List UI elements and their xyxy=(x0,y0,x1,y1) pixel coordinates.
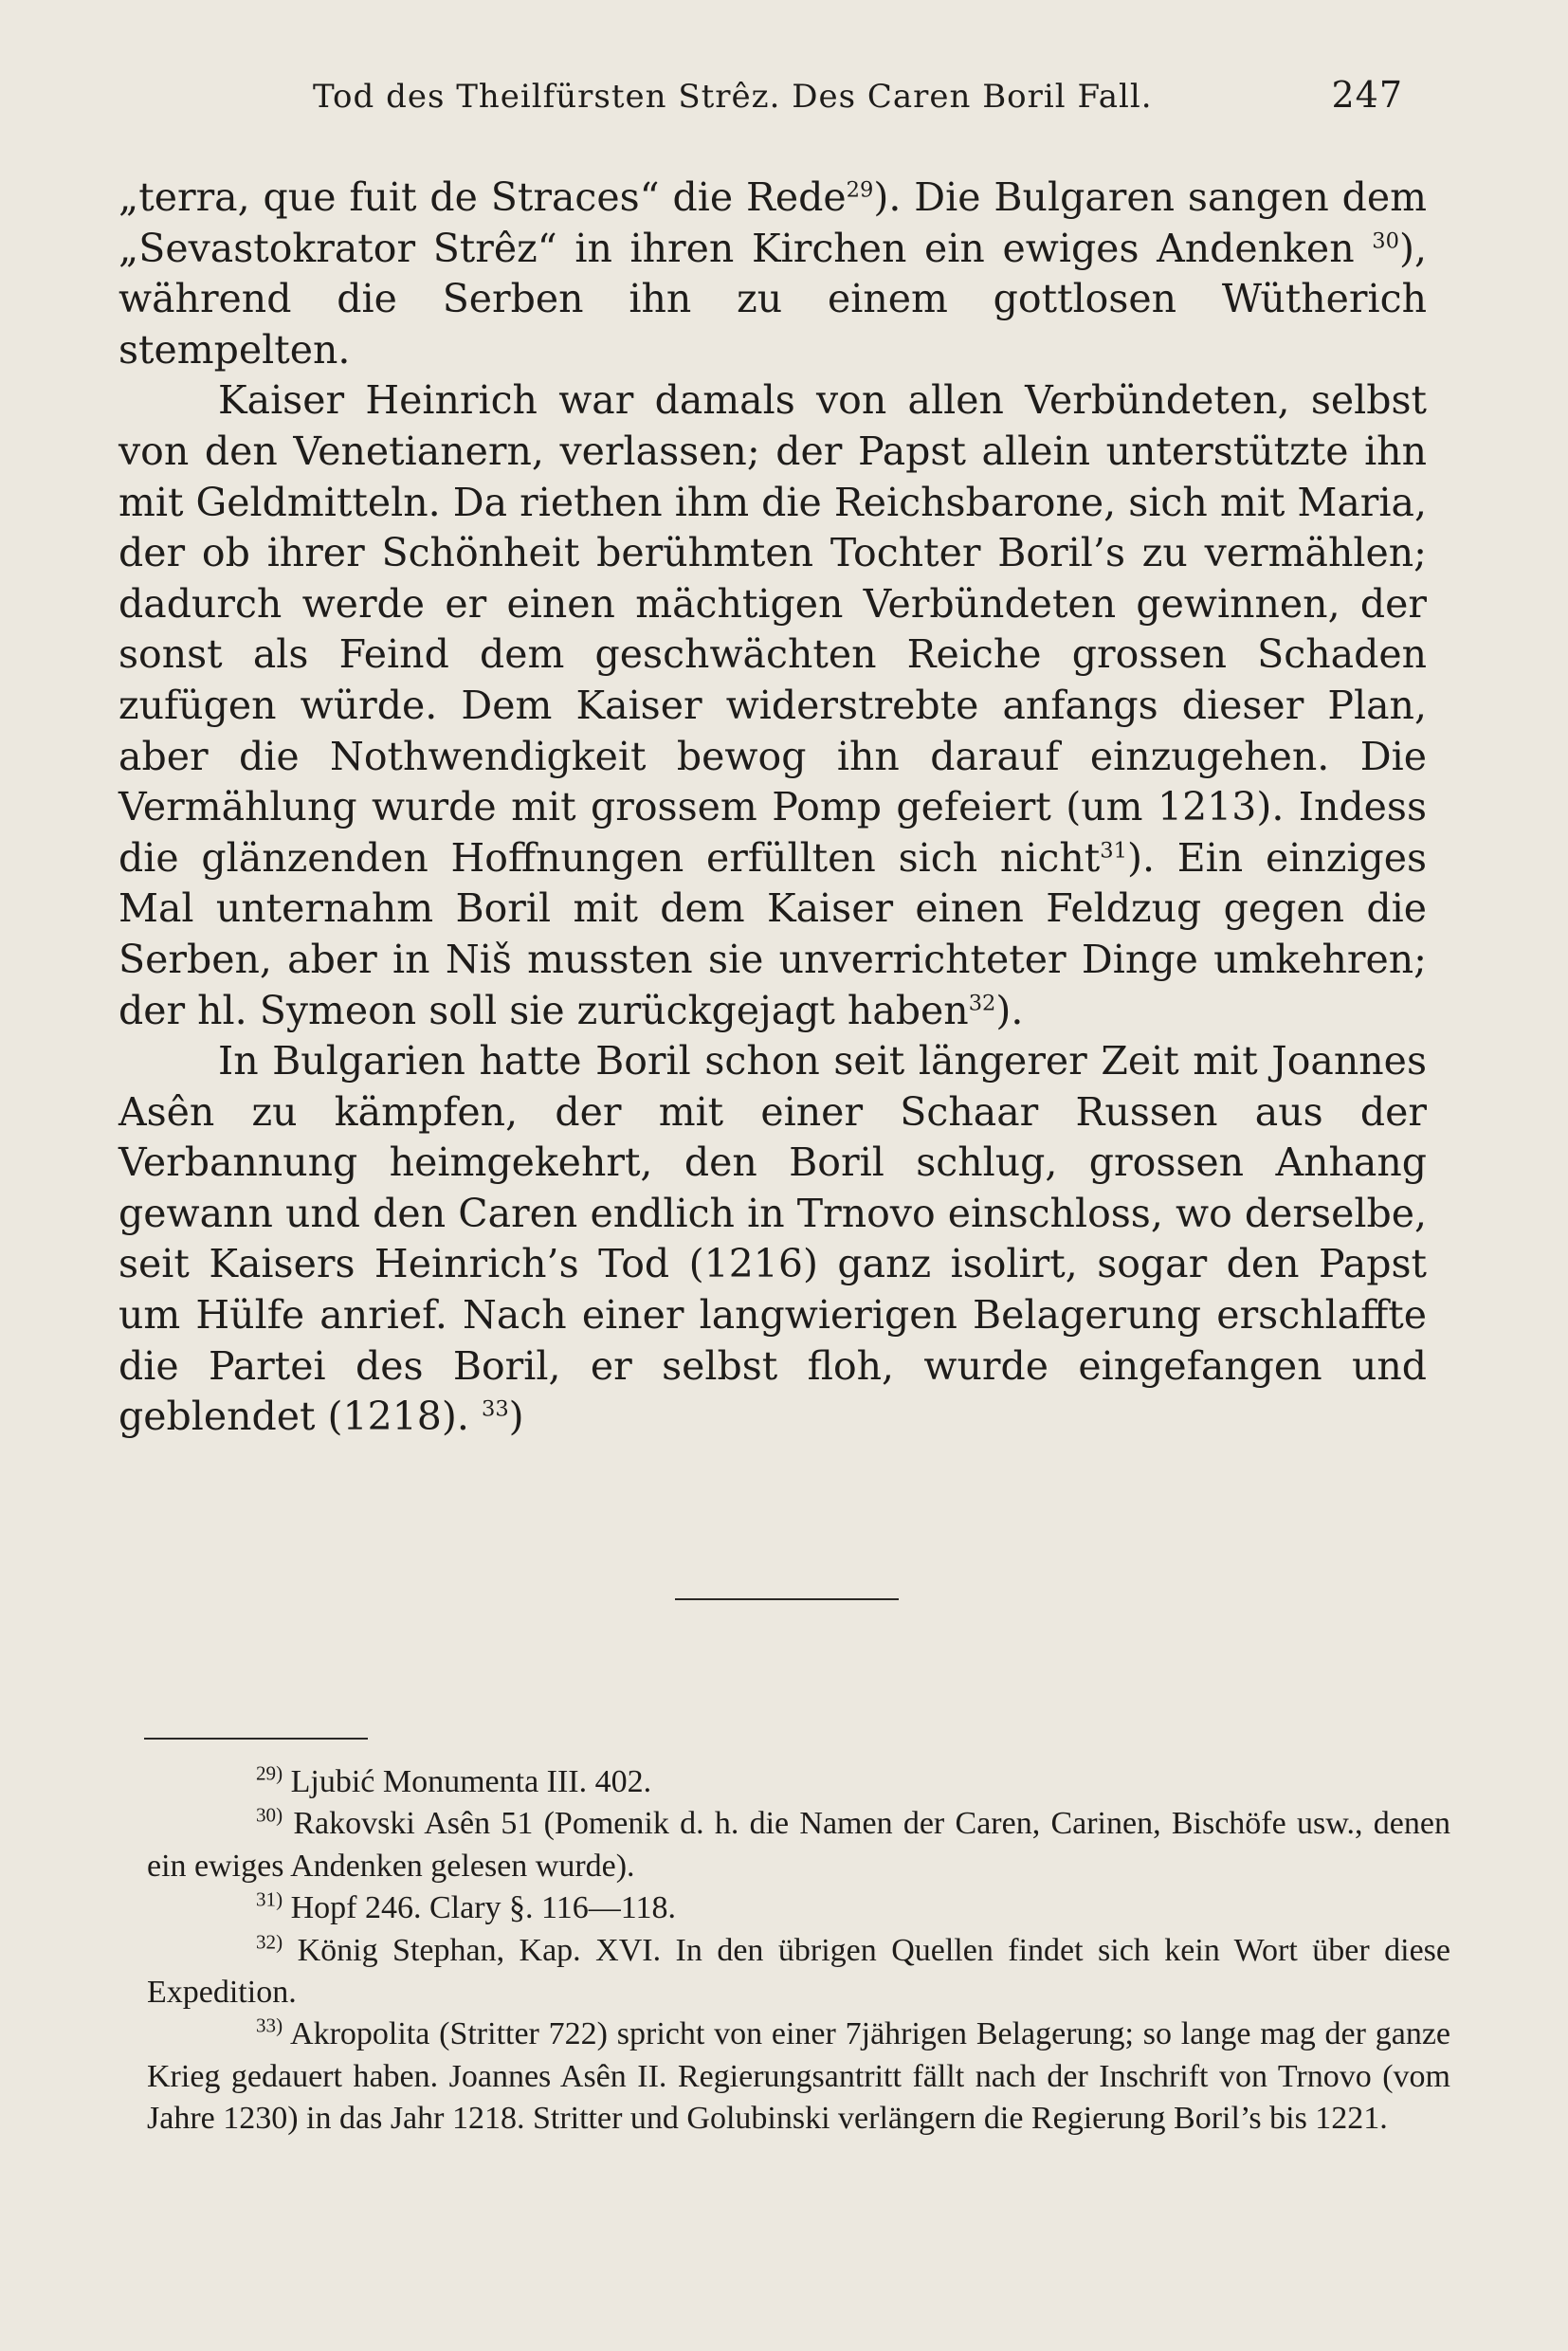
footnote-31 xyxy=(147,1887,1450,1929)
footnote-text: Hopf 246. Clary §. 116—118. xyxy=(290,1890,676,1926)
running-title: Tod des Theilfürsten Strêz. Des Caren Boril Fall. xyxy=(313,78,1153,116)
text-run: ). xyxy=(995,987,1024,1033)
footnote-number: 30) xyxy=(256,1804,283,1828)
footnote-ref: 32 xyxy=(968,990,996,1015)
footnote-ref: 33 xyxy=(481,1396,509,1422)
footnote-text: Rakovski Asên 51 (Pomenik d. h. die Namen der Caren, Carinen, Bischöfe usw., denen ein ewiges Andenken gelesen wurde). xyxy=(147,1806,1450,1884)
footnote-ref: 30 xyxy=(1372,228,1399,253)
footnote-ref: 29 xyxy=(846,177,874,203)
footnote-number: 31) xyxy=(256,1887,283,1911)
section-end-rule xyxy=(675,1598,899,1600)
paragraph-2 xyxy=(119,375,1427,1036)
footnote-text: König Stephan, Kap. XVI. In den übrigen Quellen findet sich kein Wort über diese Expedition. xyxy=(147,1932,1451,2011)
footnote-number: 32) xyxy=(256,1930,283,1954)
footnote-29 xyxy=(147,1761,1450,1803)
text-run: ) xyxy=(508,1394,524,1440)
paragraph-1 xyxy=(119,173,1427,375)
footnote-32 xyxy=(147,1930,1450,2014)
page-header xyxy=(313,74,1403,131)
footnotes xyxy=(147,1761,1450,2141)
footnote-number: 29) xyxy=(256,1761,283,1785)
footnote-30 xyxy=(147,1803,1450,1887)
page-number: 247 xyxy=(1331,74,1403,116)
text-run: ), während die Serben ihn zu einem gottlosen Wütherich stempelten. xyxy=(119,225,1427,373)
text-run: Kaiser Heinrich war damals von allen Verbündeten, selbst von den Venetianern, verlassen; der Papst allein unterstützte ihn mit Geldmitteln. Da riethen ihm die Reichsbarone, sich mit Maria, der ob ihrer Schönheit berühmten Tochter Boril’s zu vermählen; dadurch werde er einen mächtigen Verbündeten gewinnen, der sonst als Feind dem geschwächten Reiche grossen Schaden zufügen würde. Dem Kaiser widerstrebte anfangs dieser Plan, aber die Nothwendigkeit bewog ihn darauf einzugehen. Die Vermählung wurde mit grossem Pomp gefeiert (um 1213). Indess die glänzenden Hoffnungen erfüllten sich nicht xyxy=(119,377,1427,881)
footnote-number: 33) xyxy=(256,2014,283,2038)
footnote-text: Akropolita (Stritter 722) spricht von einer 7jährigen Belagerung; so lange mag der ganze Krieg gedauert haben. Joannes Asên II. Regierungsantritt fällt nach der Inschrift von Trnovo (vom Jahre 1230) in das Jahr 1218. Stritter und Golubinski verlängern die Regierung Boril’s bis 1221. xyxy=(147,2016,1451,2137)
text-run: ). Die Bulgaren sangen dem „Sevastokrator Strêz“ in ihren Kirchen ein ewiges Andenken xyxy=(119,174,1427,271)
text-run: „terra, que fuit de Straces“ die Rede xyxy=(119,174,847,220)
footnote-33 xyxy=(147,2014,1450,2140)
text-run: ). Ein einziges Mal unternahm Boril mit dem Kaiser einen Feldzug gegen die Serben, aber in Niš mussten sie unverrichteter Dinge umkehren; der hl. Symeon soll sie zurückgejagt haben xyxy=(119,834,1428,1033)
paragraph-3 xyxy=(119,1036,1427,1443)
main-text xyxy=(119,173,1427,1443)
footnote-separator xyxy=(144,1738,368,1740)
footnote-ref: 31 xyxy=(1100,838,1127,864)
footnote-text: Ljubić Monumenta III. 402. xyxy=(290,1764,652,1799)
text-run: In Bulgarien hatte Boril schon seit längerer Zeit mit Joannes Asên zu kämpfen, der mit einer Schaar Russen aus der Verbannung heimgekehrt, den Boril schlug, grossen Anhang gewann und den Caren endlich in Trnovo einschloss, wo derselbe, seit Kaisers Heinrich’s Tod (1216) ganz isolirt, sogar den Papst um Hülfe anrief. Nach einer langwierigen Belagerung erschlaffte die Partei des Boril, er selbst floh, wurde eingefangen und geblendet (1218). xyxy=(119,1038,1427,1440)
